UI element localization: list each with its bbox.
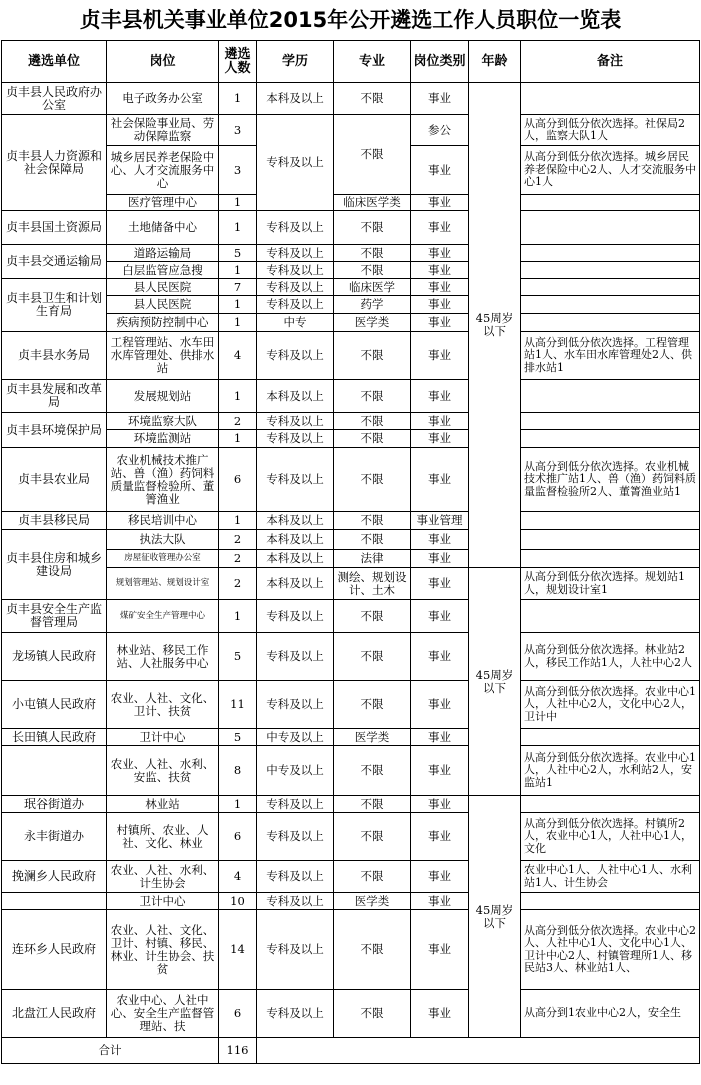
count-cell: 1	[219, 262, 257, 279]
table-row	[2, 681, 700, 729]
table-row	[2, 633, 700, 681]
major-cell: 医学类	[334, 314, 411, 332]
table-row	[2, 195, 700, 211]
position-cell: 移民培训中心	[107, 512, 219, 530]
count-cell: 2	[219, 550, 257, 568]
education-cell: 专科及以上	[257, 245, 334, 262]
unit-cell: 贞丰县卫生和计划生育局	[2, 279, 107, 332]
table-row	[2, 262, 700, 279]
category-cell: 事业	[411, 600, 469, 633]
category-cell: 事业	[411, 332, 469, 380]
education-cell: 专科及以上	[257, 681, 334, 729]
note-cell: 从高分到低分依次选择。城乡居民养老保险中心2人、人才交流服务中心1人	[521, 146, 700, 195]
major-cell: 不限	[334, 332, 411, 380]
position-cell: 疾病预防控制中心	[107, 314, 219, 332]
position-cell: 道路运输局	[107, 245, 219, 262]
age-cell: 45周岁以下	[469, 568, 521, 796]
table-row	[2, 796, 700, 813]
note-cell	[521, 83, 700, 115]
major-cell: 不限	[334, 430, 411, 448]
header-age: 年龄	[469, 41, 521, 83]
table-row	[2, 430, 700, 448]
note-cell	[521, 893, 700, 910]
note-cell	[521, 512, 700, 530]
count-cell: 1	[219, 796, 257, 813]
major-cell: 不限	[334, 633, 411, 681]
table-row	[2, 990, 700, 1038]
count-cell: 3	[219, 115, 257, 146]
unit-cell: 贞丰县发展和改革局	[2, 380, 107, 413]
major-cell: 不限	[334, 380, 411, 413]
note-cell	[521, 211, 700, 245]
unit-cell: 贞丰县国土资源局	[2, 211, 107, 245]
count-cell: 1	[219, 512, 257, 530]
unit-cell: 挽澜乡人民政府	[2, 861, 107, 893]
education-cell: 专科及以上	[257, 430, 334, 448]
education-cell: 专科及以上	[257, 990, 334, 1038]
note-cell	[521, 195, 700, 211]
table-row	[2, 83, 700, 115]
note-cell	[521, 279, 700, 296]
age-cell: 45周岁以下	[469, 796, 521, 1038]
category-cell: 事业	[411, 83, 469, 115]
unit-cell: 永丰街道办	[2, 813, 107, 861]
education-cell: 专科及以上	[257, 296, 334, 314]
unit-cell: 龙场镇人民政府	[2, 633, 107, 681]
major-cell: 不限	[334, 813, 411, 861]
count-cell: 1	[219, 211, 257, 245]
education-cell: 本科及以上	[257, 530, 334, 550]
count-cell: 2	[219, 413, 257, 430]
education-cell: 专科及以上	[257, 796, 334, 813]
note-cell	[521, 729, 700, 746]
count-cell: 1	[219, 600, 257, 633]
unit-cell: 珉谷街道办	[2, 796, 107, 813]
note-cell	[521, 430, 700, 448]
table-row	[2, 893, 700, 910]
count-cell: 7	[219, 279, 257, 296]
major-cell: 不限	[334, 600, 411, 633]
major-cell: 不限	[334, 83, 411, 115]
major-cell: 不限	[334, 448, 411, 512]
position-cell: 执法大队	[107, 530, 219, 550]
position-cell: 煤矿安全生产管理中心	[107, 600, 219, 633]
table-row	[2, 279, 700, 296]
header-education: 学历	[257, 41, 334, 83]
education-cell: 本科及以上	[257, 550, 334, 568]
category-cell: 事业	[411, 195, 469, 211]
category-cell: 事业	[411, 314, 469, 332]
category-cell: 事业	[411, 729, 469, 746]
education-cell: 专科及以上	[257, 910, 334, 990]
count-cell: 1	[219, 296, 257, 314]
table-row	[2, 910, 700, 990]
major-cell: 不限	[334, 530, 411, 550]
table-row	[2, 296, 700, 314]
table-row	[2, 550, 700, 568]
major-cell: 不限	[334, 861, 411, 893]
total-row	[2, 1038, 700, 1064]
category-cell: 事业	[411, 861, 469, 893]
category-cell: 事业	[411, 245, 469, 262]
unit-cell: 北盘江人民政府	[2, 990, 107, 1038]
education-cell: 专科及以上	[257, 332, 334, 380]
note-cell: 从高分到低分依次选择。农业中心1人，人社中心2人，文化中心2人，卫计中	[521, 681, 700, 729]
count-cell: 5	[219, 729, 257, 746]
category-cell: 事业	[411, 550, 469, 568]
major-cell: 测绘、规划设计、土木	[334, 568, 411, 600]
position-cell: 林业站	[107, 796, 219, 813]
category-cell: 事业	[411, 530, 469, 550]
category-cell: 事业	[411, 430, 469, 448]
header-count: 遴选人数	[219, 41, 257, 83]
age-cell: 45周岁以下	[469, 83, 521, 568]
category-cell: 事业	[411, 279, 469, 296]
count-cell: 1	[219, 314, 257, 332]
unit-cell: 贞丰县安全生产监督管理局	[2, 600, 107, 633]
education-cell: 中专及以上	[257, 746, 334, 796]
position-cell: 农业、人社、文化、卫计、村镇、移民、林业、计生协会、扶贫	[107, 910, 219, 990]
unit-cell: 贞丰县交通运输局	[2, 245, 107, 279]
count-cell: 6	[219, 813, 257, 861]
table-row	[2, 813, 700, 861]
position-cell: 土地储备中心	[107, 211, 219, 245]
page-title: 贞丰县机关事业单位2015年公开遴选工作人员职位一览表	[79, 8, 622, 32]
major-cell: 医学类	[334, 893, 411, 910]
unit-cell: 贞丰县人民政府办公室	[2, 83, 107, 115]
header-category: 岗位类别	[411, 41, 469, 83]
header-position: 岗位	[107, 41, 219, 83]
position-cell: 医疗管理中心	[107, 195, 219, 211]
count-cell: 1	[219, 195, 257, 211]
position-cell: 农业中心、人社中心、安全生产监督管理站、扶	[107, 990, 219, 1038]
education-cell: 专科及以上	[257, 893, 334, 910]
total-label: 合计	[2, 1038, 219, 1064]
unit-cell: 贞丰县住房和城乡建设局	[2, 530, 107, 600]
count-cell: 6	[219, 990, 257, 1038]
position-cell: 林业站、移民工作站、人社服务中心	[107, 633, 219, 681]
major-cell: 不限	[334, 910, 411, 990]
note-cell	[521, 550, 700, 568]
total-count: 116	[219, 1038, 257, 1064]
total-empty	[257, 1038, 700, 1064]
major-cell: 不限	[334, 512, 411, 530]
unit-cell	[2, 893, 107, 910]
header-major: 专业	[334, 41, 411, 83]
education-cell: 中专	[257, 314, 334, 332]
category-cell: 事业	[411, 211, 469, 245]
major-cell: 不限	[334, 796, 411, 813]
table-row	[2, 530, 700, 550]
count-cell: 10	[219, 893, 257, 910]
note-cell	[521, 245, 700, 262]
major-cell: 药学	[334, 296, 411, 314]
category-cell: 事业	[411, 796, 469, 813]
position-cell: 村镇所、农业、人社、文化、林业	[107, 813, 219, 861]
note-cell: 从高分到低分依次选择。社保局2人，监察大队1人	[521, 115, 700, 146]
note-cell	[521, 380, 700, 413]
category-cell: 事业	[411, 296, 469, 314]
table-row	[2, 245, 700, 262]
note-cell: 从高分到低分依次选择。规划站1人，规划设计室1	[521, 568, 700, 600]
header-note: 备注	[521, 41, 700, 83]
note-cell: 从高分到低分依次选择。林业站2人，移民工作站1人，人社中心2人	[521, 633, 700, 681]
table-row	[2, 380, 700, 413]
major-cell: 不限	[334, 115, 411, 195]
note-cell: 从高分到低分依次选择。农业中心1人，人社中心2人，水利站2人，安监站1	[521, 746, 700, 796]
category-cell: 事业	[411, 448, 469, 512]
position-cell: 电子政务办公室	[107, 83, 219, 115]
count-cell: 1	[219, 430, 257, 448]
major-cell: 不限	[334, 245, 411, 262]
education-cell: 专科及以上	[257, 115, 334, 211]
major-cell: 医学类	[334, 729, 411, 746]
position-cell: 房屋征收管理办公室	[107, 550, 219, 568]
education-cell: 专科及以上	[257, 448, 334, 512]
count-cell: 5	[219, 633, 257, 681]
note-cell: 从高分到低分依次选择。农业中心2人、人社中心1人、文化中心1人、卫计中心2人、村镇管理所1人、移民站3人、林业站1人、	[521, 910, 700, 990]
major-cell: 不限	[334, 746, 411, 796]
count-cell: 4	[219, 861, 257, 893]
category-cell: 事业	[411, 262, 469, 279]
category-cell: 事业	[411, 893, 469, 910]
unit-cell: 贞丰县环境保护局	[2, 413, 107, 448]
unit-cell: 贞丰县水务局	[2, 332, 107, 380]
table-row	[2, 729, 700, 746]
header-unit: 遴选单位	[2, 41, 107, 83]
category-cell: 事业	[411, 380, 469, 413]
count-cell: 2	[219, 530, 257, 550]
position-cell: 卫计中心	[107, 893, 219, 910]
table-row	[2, 314, 700, 332]
position-cell: 规划管理站、规划设计室	[107, 568, 219, 600]
note-cell	[521, 262, 700, 279]
education-cell: 本科及以上	[257, 83, 334, 115]
position-cell: 发展规划站	[107, 380, 219, 413]
table-row	[2, 332, 700, 380]
education-cell: 专科及以上	[257, 262, 334, 279]
category-cell: 事业	[411, 633, 469, 681]
unit-cell: 贞丰县移民局	[2, 512, 107, 530]
education-cell: 专科及以上	[257, 211, 334, 245]
note-cell	[521, 296, 700, 314]
note-cell	[521, 600, 700, 633]
note-cell	[521, 796, 700, 813]
count-cell: 5	[219, 245, 257, 262]
position-cell: 工程管理站、水车田水库管理处、供排水站	[107, 332, 219, 380]
position-cell: 卫计中心	[107, 729, 219, 746]
category-cell: 参公	[411, 115, 469, 146]
position-cell: 农业、人社、文化、卫计、扶贫	[107, 681, 219, 729]
education-cell: 专科及以上	[257, 813, 334, 861]
note-cell: 从高分到低分依次选择。村镇所2人，农业中心1人，人社中心1人，文化	[521, 813, 700, 861]
note-cell	[521, 413, 700, 430]
education-cell: 专科及以上	[257, 861, 334, 893]
position-cell: 白层监管应急搜	[107, 262, 219, 279]
position-cell: 环境监察大队	[107, 413, 219, 430]
count-cell: 8	[219, 746, 257, 796]
category-cell: 事业	[411, 681, 469, 729]
note-cell	[521, 530, 700, 550]
education-cell: 专科及以上	[257, 279, 334, 296]
major-cell: 不限	[334, 990, 411, 1038]
table-row	[2, 211, 700, 245]
education-cell: 专科及以上	[257, 633, 334, 681]
count-cell: 1	[219, 83, 257, 115]
category-cell: 事业	[411, 413, 469, 430]
unit-cell	[2, 746, 107, 796]
unit-cell: 长田镇人民政府	[2, 729, 107, 746]
category-cell: 事业	[411, 990, 469, 1038]
note-cell: 从高分到低分依次选择。农业机械技术推广站1人、兽（渔）药饲料质量监督检验所2人、董箐渔业站1	[521, 448, 700, 512]
education-cell: 本科及以上	[257, 512, 334, 530]
table-row	[2, 512, 700, 530]
table-row	[2, 413, 700, 430]
count-cell: 11	[219, 681, 257, 729]
position-cell: 城乡居民养老保险中心、人才交流服务中心	[107, 146, 219, 195]
note-cell: 从高分到低分依次选择。工程管理站1人、水车田水库管理处2人、供排水站1	[521, 332, 700, 380]
note-cell	[521, 314, 700, 332]
count-cell: 3	[219, 146, 257, 195]
major-cell: 法律	[334, 550, 411, 568]
category-cell: 事业	[411, 568, 469, 600]
position-cell: 农业、人社、水利、计生协会	[107, 861, 219, 893]
category-cell: 事业	[411, 813, 469, 861]
category-cell: 事业	[411, 146, 469, 195]
count-cell: 1	[219, 380, 257, 413]
count-cell: 2	[219, 568, 257, 600]
table-row	[2, 448, 700, 512]
major-cell: 不限	[334, 262, 411, 279]
education-cell: 本科及以上	[257, 380, 334, 413]
category-cell: 事业管理	[411, 512, 469, 530]
unit-cell: 小屯镇人民政府	[2, 681, 107, 729]
category-cell: 事业	[411, 746, 469, 796]
unit-cell: 贞丰县人力资源和社会保障局	[2, 115, 107, 211]
position-cell: 农业、人社、水利、安监、扶贫	[107, 746, 219, 796]
position-cell: 社会保险事业局、劳动保障监察	[107, 115, 219, 146]
positions-table	[1, 40, 700, 1064]
position-cell: 农业机械技术推广站、兽（渔）药饲料质量监督检验所、董箐渔业	[107, 448, 219, 512]
table-row	[2, 600, 700, 633]
major-cell: 不限	[334, 681, 411, 729]
major-cell: 不限	[334, 211, 411, 245]
table-row	[2, 115, 700, 146]
education-cell: 专科及以上	[257, 600, 334, 633]
position-cell: 县人民医院	[107, 279, 219, 296]
header-row	[2, 41, 700, 83]
note-cell: 从高分到1农业中心2人，安全生	[521, 990, 700, 1038]
major-cell: 不限	[334, 413, 411, 430]
education-cell: 中专及以上	[257, 729, 334, 746]
unit-cell: 贞丰县农业局	[2, 448, 107, 512]
major-cell: 临床医学	[334, 279, 411, 296]
table-row	[2, 568, 700, 600]
category-cell: 事业	[411, 910, 469, 990]
education-cell: 专科及以上	[257, 413, 334, 430]
position-cell: 县人民医院	[107, 296, 219, 314]
unit-cell: 连环乡人民政府	[2, 910, 107, 990]
education-cell: 本科及以上	[257, 568, 334, 600]
count-cell: 6	[219, 448, 257, 512]
table-row	[2, 861, 700, 893]
count-cell: 14	[219, 910, 257, 990]
count-cell: 4	[219, 332, 257, 380]
note-cell: 农业中心1人、人社中心1人、水利站1人、计生协会	[521, 861, 700, 893]
table-row	[2, 746, 700, 796]
major-cell: 临床医学类	[334, 195, 411, 211]
position-cell: 环境监测站	[107, 430, 219, 448]
